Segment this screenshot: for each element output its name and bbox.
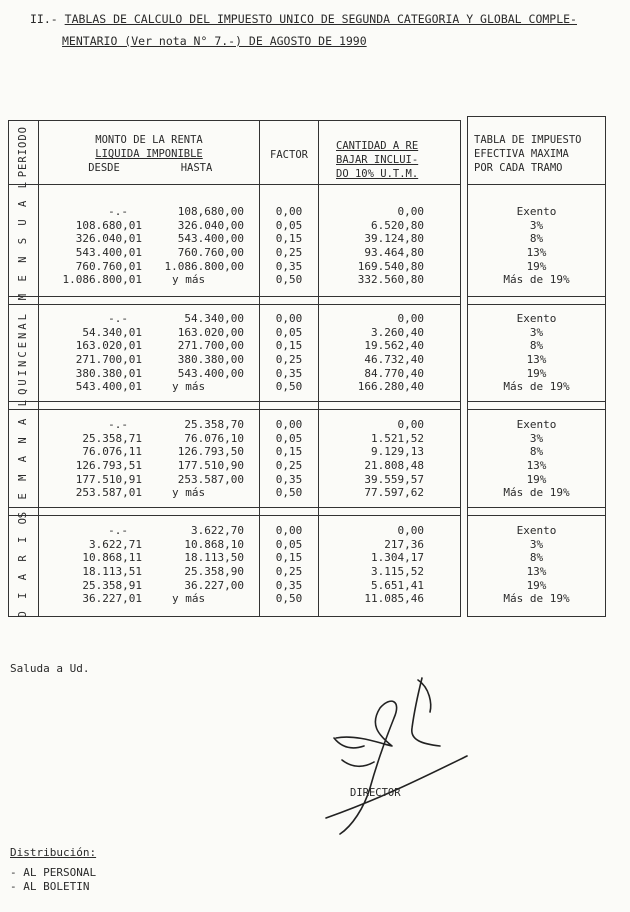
section-2-desde-col [40, 418, 142, 500]
saluda-text: Saluda a Ud. [10, 662, 90, 675]
desde-cell: 54.340,01 [82, 325, 142, 339]
factor-cell: 0,35 [275, 366, 303, 380]
tasa-cell: 13% [526, 565, 547, 579]
tasa-cell: Más de 19% [503, 380, 570, 394]
tasa-cell: 8% [529, 551, 544, 565]
factor-cell: 0,15 [275, 551, 303, 565]
tasa-cell: 3% [529, 431, 544, 445]
cantidad-cell: 0,00 [397, 205, 424, 218]
header-monto: MONTO DE LA RENTA LIQUIDA IMPONIBLE DESDE HASTA [40, 133, 258, 175]
section-3-desde-col [40, 524, 142, 606]
hasta-cell: 326.040,00 [177, 218, 244, 232]
cantidad-cell: 3.115,52 [371, 565, 424, 579]
tasa-cell: 3% [529, 218, 544, 232]
cantidad-cell: 0,00 [397, 418, 424, 431]
section-0-hasta-col [144, 205, 244, 287]
period-label-1 [8, 304, 38, 401]
hasta-cell: 543.400,00 [177, 232, 244, 246]
factor-cell: 0,25 [275, 246, 303, 260]
hasta-cell: 3.622,70 [191, 524, 244, 537]
header-periodo: PERIODO [17, 126, 29, 178]
section-1-hasta-col [144, 312, 244, 394]
hasta-cell: 163.020,00 [177, 325, 244, 339]
section-3-factor-col [260, 524, 318, 606]
period-label-2 [8, 397, 38, 519]
tasa-cell: 19% [526, 259, 547, 273]
header-desde: DESDE [88, 162, 120, 174]
tasa-divider-3b [467, 515, 606, 516]
header-factor: FACTOR [270, 149, 308, 161]
section-divider-1 [8, 296, 461, 297]
cantidad-cell: 93.464,80 [364, 246, 424, 260]
cantidad-cell: 0,00 [397, 524, 424, 537]
tasa-cell: Exento [516, 205, 557, 218]
section-divider-2b [8, 409, 461, 410]
hasta-cell: 1.086.800,00 [164, 259, 244, 273]
desde-cell: 76.076,11 [82, 445, 142, 459]
tasa-cell: 8% [529, 339, 544, 353]
hasta-cell: 760.760,00 [177, 246, 244, 260]
cantidad-cell: 84.770,40 [364, 366, 424, 380]
section-1-factor-col [260, 312, 318, 394]
tasa-cell: Exento [516, 312, 557, 325]
desde-cell: 25.358,91 [82, 578, 142, 592]
factor-cell: 0,00 [275, 205, 303, 218]
director-signature [322, 668, 472, 853]
period-label-text: S E M A N A L [17, 397, 29, 519]
cantidad-cell: 39.124,80 [364, 232, 424, 246]
dist-item-boletin: - AL BOLETIN [10, 880, 90, 893]
period-label-text: D I A R I O [17, 514, 29, 618]
dist-item-personal: - AL PERSONAL [10, 866, 97, 879]
factor-cell: 0,50 [275, 592, 303, 606]
distribution-list [10, 866, 96, 894]
tasa-cell: 13% [526, 353, 547, 367]
factor-cell: 0,05 [275, 325, 303, 339]
hasta-cell: 36.227,00 [184, 578, 244, 592]
factor-cell: 0,25 [275, 565, 303, 579]
cantidad-cell: 1.304,17 [371, 551, 424, 565]
header-tasa: TABLA DE IMPUESTO EFECTIVA MAXIMA POR CADA TRAMO [474, 134, 582, 174]
desde-cell: 126.793,51 [75, 459, 142, 473]
title-line2: MENTARIO (Ver nota N° 7.-) DE AGOSTO DE 1990 [62, 34, 367, 48]
section-1-cantidad-col [320, 312, 424, 394]
cantidad-cell: 5.651,41 [371, 578, 424, 592]
tasa-cell: Exento [516, 524, 557, 537]
hasta-cell: 253.587,00 [177, 472, 244, 486]
hasta-cell: y más [172, 273, 206, 287]
hasta-cell: 54.340,00 [184, 312, 244, 325]
tasa-cell: 8% [529, 232, 544, 246]
hasta-cell: 177.510,90 [177, 459, 244, 473]
tasa-cell: 19% [526, 472, 547, 486]
cantidad-cell: 0,00 [397, 312, 424, 325]
hasta-cell: 10.868,10 [184, 537, 244, 551]
section-2-tasa-col [467, 418, 606, 500]
section-3-tasa-col [467, 524, 606, 606]
section-divider-1b [8, 304, 461, 305]
section-2-cantidad-col [320, 418, 424, 500]
factor-cell: 0,25 [275, 459, 303, 473]
factor-cell: 0,15 [275, 232, 303, 246]
header-hasta: HASTA [180, 162, 213, 174]
tasa-cell: 13% [526, 246, 547, 260]
factor-cell: 0,50 [275, 273, 303, 287]
hasta-cell: 25.358,70 [184, 418, 244, 431]
desde-cell: 10.868,11 [82, 551, 142, 565]
section-2-factor-col [260, 418, 318, 500]
desde-cell: 543.400,01 [75, 380, 142, 394]
section-3-cantidad-col [320, 524, 424, 606]
tasa-cell: Exento [516, 418, 557, 431]
cantidad-cell: 169.540,80 [357, 259, 424, 273]
desde-cell: 543.400,01 [75, 246, 142, 260]
cantidad-cell: 11.085,46 [364, 592, 424, 606]
desde-cell: -.- [108, 524, 128, 537]
desde-cell: 253.587,01 [75, 486, 142, 500]
tasa-divider-1 [467, 296, 606, 297]
cantidad-cell: 332.560,80 [357, 273, 424, 287]
section-2-hasta-col [144, 418, 244, 500]
distribucion-label: Distribución: [10, 846, 97, 859]
desde-cell: 380.380,01 [75, 366, 142, 380]
cantidad-cell: 217,36 [384, 537, 424, 551]
director-label: DIRECTOR [350, 787, 401, 799]
desde-cell: 177.510,91 [75, 472, 142, 486]
tasa-cell: 3% [529, 537, 544, 551]
factor-cell: 0,05 [275, 537, 303, 551]
cantidad-cell: 3.260,40 [371, 325, 424, 339]
cantidad-cell: 166.280,40 [357, 380, 424, 394]
section-3-hasta-col [144, 524, 244, 606]
tasa-cell: 19% [526, 366, 547, 380]
hasta-cell: y más [172, 592, 206, 606]
hasta-cell: y más [172, 486, 206, 500]
desde-cell: 18.113,51 [82, 565, 142, 579]
factor-cell: 0,00 [275, 418, 303, 431]
section-0-factor-col [260, 205, 318, 287]
section-divider-2 [8, 401, 461, 402]
section-1-tasa-col [467, 312, 606, 394]
desde-cell: 326.040,01 [75, 232, 142, 246]
document-title [30, 8, 620, 52]
hasta-cell: 380.380,00 [177, 353, 244, 367]
factor-cell: 0,00 [275, 524, 303, 537]
desde-cell: 25.358,71 [82, 431, 142, 445]
period-label-0 [8, 179, 38, 301]
section-0-cantidad-col [320, 205, 424, 287]
factor-cell: 0,00 [275, 312, 303, 325]
section-divider-3 [8, 507, 461, 508]
desde-cell: 1.086.800,01 [62, 273, 142, 287]
hasta-cell: 126.793,50 [177, 445, 244, 459]
section-0-desde-col [40, 205, 142, 287]
tasa-divider-1b [467, 304, 606, 305]
tasa-cell: 19% [526, 578, 547, 592]
desde-cell: -.- [108, 312, 128, 325]
tasa-divider-2 [467, 401, 606, 402]
factor-cell: 0,50 [275, 380, 303, 394]
cantidad-cell: 6.520,80 [371, 218, 424, 232]
tasa-cell: Más de 19% [503, 592, 570, 606]
factor-cell: 0,35 [275, 578, 303, 592]
factor-cell: 0,05 [275, 218, 303, 232]
cantidad-cell: 1.521,52 [371, 431, 424, 445]
tasa-header-divider [467, 184, 606, 185]
period-label-text: QUINCENAL [17, 310, 29, 395]
factor-cell: 0,15 [275, 339, 303, 353]
period-label-3 [8, 515, 38, 617]
cantidad-cell: 21.808,48 [364, 459, 424, 473]
col-line-period [38, 120, 39, 617]
tasa-divider-3 [467, 507, 606, 508]
desde-cell: 36.227,01 [82, 592, 142, 606]
col-line-cantidad [318, 120, 319, 617]
factor-cell: 0,15 [275, 445, 303, 459]
factor-cell: 0,35 [275, 472, 303, 486]
title-line1: TABLAS DE CALCULO DEL IMPUESTO UNICO DE SEGUNDA CATEGORIA Y GLOBAL COMPLE- [64, 12, 577, 26]
section-divider-3b [8, 515, 461, 516]
tasa-cell: Más de 19% [503, 273, 570, 287]
desde-cell: 108.680,01 [75, 218, 142, 232]
cantidad-cell: 77.597,62 [364, 486, 424, 500]
hasta-cell: 25.358,90 [184, 565, 244, 579]
cantidad-cell: 46.732,40 [364, 353, 424, 367]
hasta-cell: 108,680,00 [177, 205, 244, 218]
section-1-desde-col [40, 312, 142, 394]
factor-cell: 0,25 [275, 353, 303, 367]
period-label-text: M E N S U A L [17, 179, 29, 301]
cantidad-cell: 9.129,13 [371, 445, 424, 459]
desde-cell: -.- [108, 418, 128, 431]
hasta-cell: y más [172, 380, 206, 394]
cantidad-cell: 19.562,40 [364, 339, 424, 353]
factor-cell: 0,35 [275, 259, 303, 273]
hasta-cell: 76.076,10 [184, 431, 244, 445]
tasa-cell: Más de 19% [503, 486, 570, 500]
factor-cell: 0,05 [275, 431, 303, 445]
hasta-cell: 543.400,00 [177, 366, 244, 380]
tasa-divider-2b [467, 409, 606, 410]
factor-cell: 0,50 [275, 486, 303, 500]
header-cantidad: CANTIDAD A RE BAJAR INCLUI- DO 10% U.T.M. [336, 140, 419, 180]
cantidad-cell: 39.559,57 [364, 472, 424, 486]
tasa-cell: 13% [526, 459, 547, 473]
desde-cell: 271.700,01 [75, 353, 142, 367]
hasta-cell: 271.700,00 [177, 339, 244, 353]
desde-cell: 163.020,01 [75, 339, 142, 353]
hasta-cell: 18.113,50 [184, 551, 244, 565]
tasa-cell: 8% [529, 445, 544, 459]
tasa-cell: 3% [529, 325, 544, 339]
title-prefix: II.- [30, 12, 58, 26]
section-0-tasa-col [467, 205, 606, 287]
desde-cell: 760.760,01 [75, 259, 142, 273]
desde-cell: 3.622,71 [89, 537, 142, 551]
header-divider [8, 184, 461, 185]
desde-cell: -.- [108, 205, 128, 218]
